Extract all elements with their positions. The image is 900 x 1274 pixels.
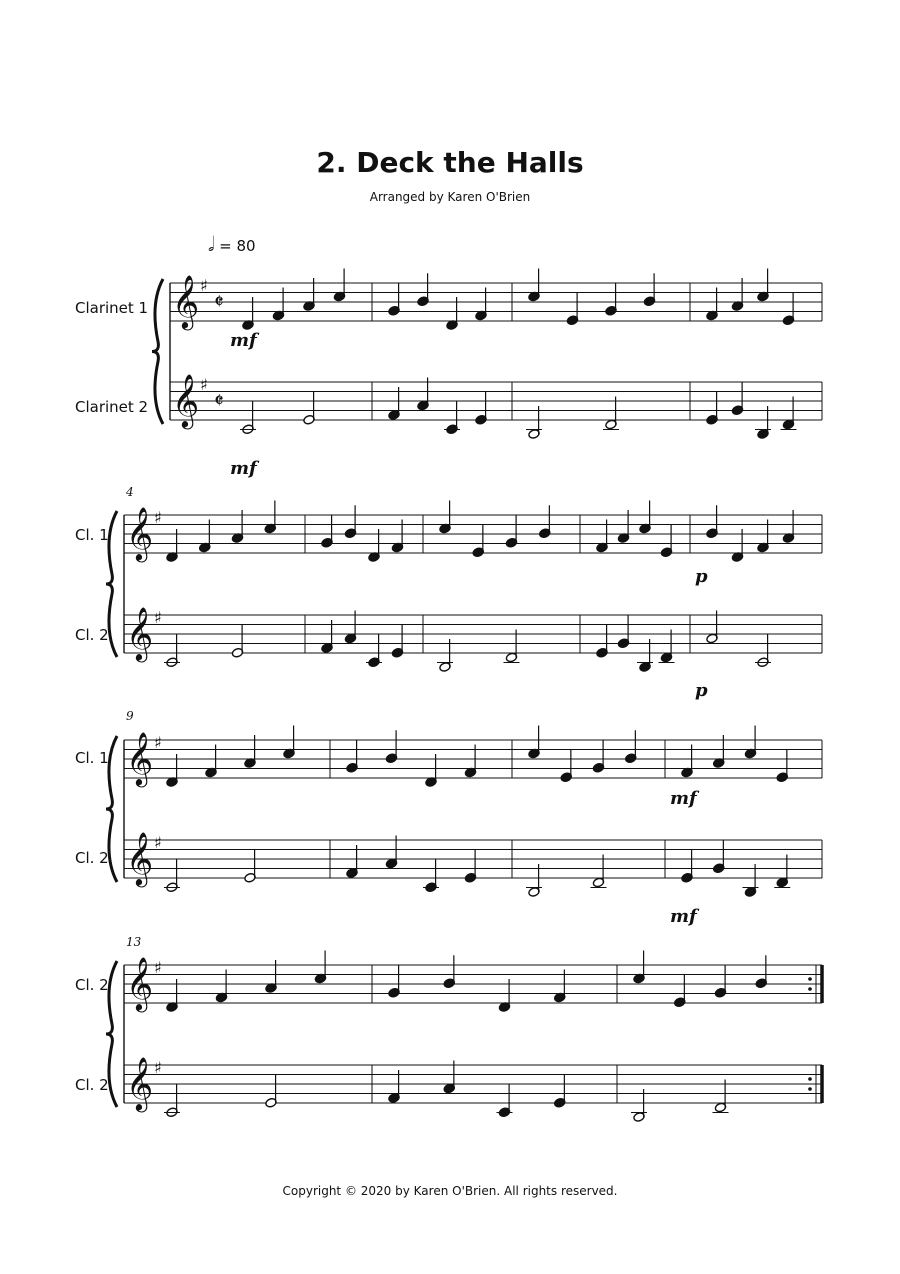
sharp-icon: ♯ [200,276,208,295]
half-note-icon: 𝅗𝅥 [208,232,215,256]
treble-clef-icon: 𝄞 [126,606,154,660]
copyright-notice: Copyright © 2020 by Karen O'Brien. All rights reserved. [282,1184,618,1198]
dynamic-mf: mf [230,458,257,479]
dynamic-p: p [695,566,708,587]
measure-number: 9 [126,709,134,723]
staff-system-graphics [106,269,822,1123]
instrument-label: Clarinet 2 [75,398,149,416]
cut-time-icon: 𝄵 [214,290,224,315]
sharp-icon: ♯ [200,375,208,394]
instrument-label: Cl. 2 [75,976,109,994]
repeat-dot [808,1087,812,1091]
sharp-icon: ♯ [154,1058,162,1077]
page-title: 2. Deck the Halls [316,146,584,179]
measure-number: 4 [126,485,134,499]
sharp-icon: ♯ [154,733,162,752]
treble-clef-icon: 𝄞 [126,1056,154,1110]
arranger-credit: Arranged by Karen O'Brien [369,190,531,204]
sharp-icon: ♯ [154,508,162,527]
repeat-dot [808,977,812,981]
measure-number: 13 [126,935,142,949]
treble-clef-icon: 𝄞 [126,831,154,885]
treble-clef-icon: 𝄞 [126,956,154,1010]
repeat-dot [808,1077,812,1081]
tempo-value: = 80 [219,237,256,255]
sharp-icon: ♯ [154,833,162,852]
treble-clef-icon: 𝄞 [126,506,154,560]
instrument-label: Cl. 2 [75,849,109,867]
dynamic-mf: mf [670,906,697,927]
brace [152,279,163,424]
instrument-label: Cl. 1 [75,749,109,767]
treble-clef-icon: 𝄞 [172,373,200,427]
dynamic-p: p [695,680,708,701]
repeat-dot [808,987,812,991]
dynamic-mf: mf [670,788,697,809]
treble-clef-icon: 𝄞 [172,274,200,328]
instrument-label: Cl. 2 [75,626,109,644]
sharp-icon: ♯ [154,608,162,627]
instrument-label: Cl. 2 [75,1076,109,1094]
treble-clef-icon: 𝄞 [126,731,154,785]
instrument-label: Cl. 1 [75,526,109,544]
instrument-label: Clarinet 1 [75,299,149,317]
dynamic-mf: mf [230,330,257,351]
sharp-icon: ♯ [154,958,162,977]
cut-time-icon: 𝄵 [214,389,224,414]
